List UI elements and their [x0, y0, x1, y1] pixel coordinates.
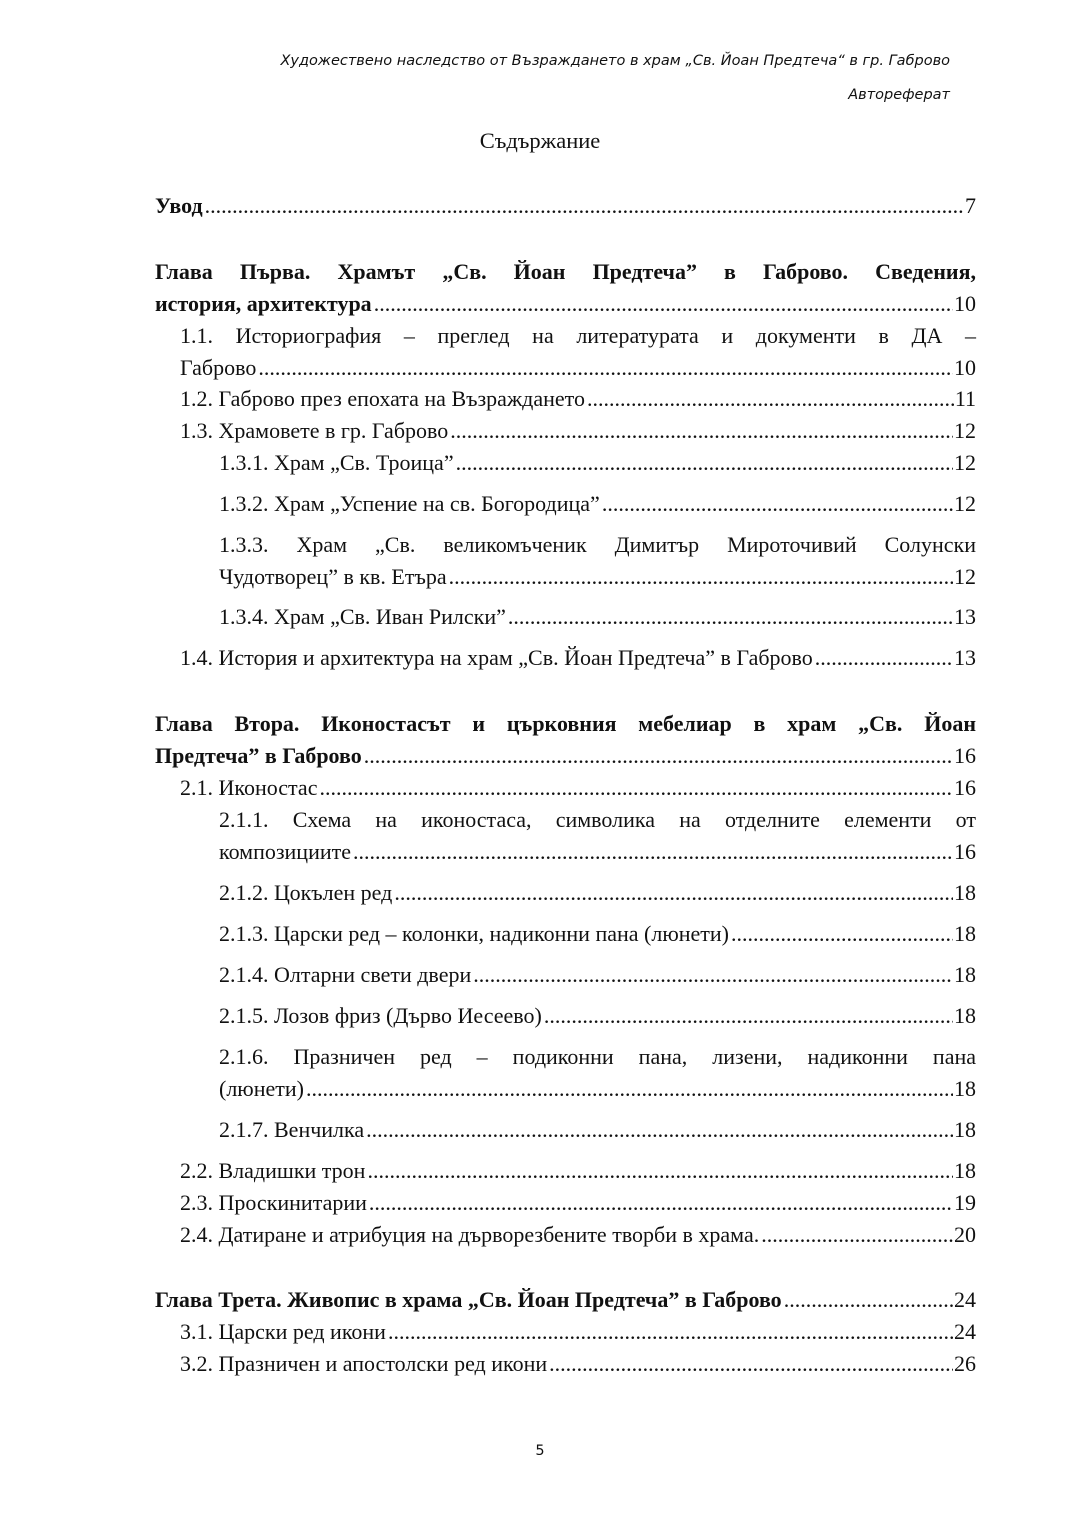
toc-entry-title: Глава Трета. Живопис в храма „Св. Йоан Предтеча” в Габрово	[155, 1287, 782, 1312]
toc-entry-title: 1.2. Габрово през епохата на Възраждането	[180, 386, 585, 411]
toc-entry-title: 1.3.4. Храм „Св. Иван Рилски”	[219, 604, 506, 629]
toc-page-number: 19	[954, 1190, 976, 1215]
toc-entry-title: 2.1.2. Цокълен ред	[219, 880, 393, 905]
dot-leader	[367, 1155, 953, 1187]
dot-leader	[456, 447, 953, 479]
toc-entry-2-2[interactable]	[155, 1155, 976, 1187]
toc-page-number: 18	[954, 1076, 976, 1101]
dot-leader	[364, 740, 953, 772]
toc-entry-1-3-3[interactable]	[155, 529, 976, 593]
toc-entry-2-3[interactable]	[155, 1187, 976, 1219]
toc-entry-3-2[interactable]	[155, 1348, 976, 1380]
toc-entry-2-1-4[interactable]	[155, 959, 976, 991]
dot-leader	[205, 190, 964, 222]
running-header-title: Художествено наследство от Възраждането в храм „Св. Йоан Предтеча“ в гр. Габрово	[280, 53, 950, 69]
toc-entry-title: 2.1.3. Царски ред – колонки, надиконни пана (люнети)	[219, 921, 730, 946]
dot-leader	[784, 1284, 953, 1316]
toc-page-number: 13	[954, 604, 976, 629]
dot-leader	[353, 836, 953, 868]
dot-leader	[450, 415, 953, 447]
toc-entry-1-4[interactable]	[155, 642, 976, 674]
toc-entry-2-1[interactable]	[155, 772, 976, 804]
toc-entry-1-3-1[interactable]	[155, 447, 976, 479]
toc-entry-title: Увод	[155, 193, 203, 218]
toc-entry-title-line1: Глава Първа. Храмът „Св. Йоан Предтеча” в Габрово. Сведения,	[155, 259, 976, 284]
toc-entry-2-1-5[interactable]	[155, 1000, 976, 1032]
dot-leader	[731, 918, 953, 950]
dot-leader	[602, 488, 953, 520]
toc-page-number: 12	[954, 418, 976, 443]
toc-page-number: 18	[954, 921, 976, 946]
toc-page-number: 18	[954, 1117, 976, 1142]
dot-leader	[449, 561, 953, 593]
toc-page-number: 26	[954, 1351, 976, 1376]
toc-entry-title: 2.1.5. Лозов фриз (Дърво Иесеево)	[219, 1003, 542, 1028]
toc-entry-title-line2: Чудотворец” в кв. Етъра	[219, 564, 447, 589]
dot-leader	[815, 642, 953, 674]
toc-page-number: 16	[954, 743, 976, 768]
toc-page-number: 20	[954, 1222, 976, 1247]
toc-entry-title: 1.3.1. Храм „Св. Троица”	[219, 450, 454, 475]
toc-entry-1-2[interactable]	[155, 383, 976, 415]
dot-leader	[587, 383, 954, 415]
toc-page-number: 12	[954, 564, 976, 589]
toc-entry-title-line2: композициите	[219, 839, 352, 864]
toc-entry-title: 1.3. Храмовете в гр. Габрово	[180, 418, 449, 443]
toc-entry-2-4[interactable]	[155, 1219, 976, 1251]
toc-page-number: 12	[954, 450, 976, 475]
toc-entry-title: 2.3. Проскинитарии	[180, 1190, 367, 1215]
toc-page-number: 12	[954, 491, 976, 516]
toc-entry-chapter-2[interactable]	[155, 708, 976, 772]
toc-entry-title-line1: 2.1.6. Празничен ред – подиконни пана, лизени, надиконни пана	[219, 1044, 976, 1069]
toc-entry-1-3[interactable]	[155, 415, 976, 447]
toc-page-number: 11	[954, 386, 976, 411]
toc-page-number: 24	[954, 1287, 976, 1312]
toc-entry-title: 3.2. Празничен и апостолски ред икони	[180, 1351, 548, 1376]
toc-page-number: 10	[954, 355, 976, 380]
toc-entry-title: 2.1.7. Венчилка	[219, 1117, 365, 1142]
toc-entry-2-1-7[interactable]	[155, 1114, 976, 1146]
dot-leader	[306, 1073, 953, 1105]
dot-leader	[761, 1219, 953, 1251]
toc-entry-title: 2.2. Владишки трон	[180, 1158, 366, 1183]
toc-page-number: 18	[954, 962, 976, 987]
toc-entry-2-1-3[interactable]	[155, 918, 976, 950]
toc-title: Съдържание	[479, 128, 601, 153]
toc-page-number: 7	[965, 193, 976, 218]
toc-entry-title-line1: Глава Втора. Иконостасът и църковния мебелиар в храм „Св. Йоан	[155, 711, 976, 736]
toc-entry-1-3-2[interactable]	[155, 488, 976, 520]
toc-entry-1-3-4[interactable]	[155, 601, 976, 633]
toc-entry-title: 2.4. Датиране и атрибуция на дърворезбените творби в храма.	[180, 1222, 760, 1247]
toc-entry-title: 1.3.2. Храм „Успение на св. Богородица”	[219, 491, 600, 516]
page-number: 5	[535, 1443, 545, 1459]
toc-page-number: 13	[954, 645, 976, 670]
dot-leader	[258, 352, 953, 384]
toc-page-number: 18	[954, 1158, 976, 1183]
dot-leader	[366, 1114, 953, 1146]
toc-entry-title-line1: 1.3.3. Храм „Св. великомъченик Димитър Мироточивий Солунски	[219, 532, 976, 557]
dot-leader	[374, 288, 953, 320]
toc-page-number: 18	[954, 880, 976, 905]
running-header-subtitle: Автореферат	[848, 87, 950, 103]
toc-entry-title: 1.4. История и архитектура на храм „Св. Йоан Предтеча” в Габрово	[180, 645, 813, 670]
toc-entry-title-line1: 1.1. Историография – преглед на литературата и документи в ДА –	[180, 323, 976, 348]
toc-entry-title-line2: история, архитектура	[155, 291, 372, 316]
dot-leader	[544, 1000, 953, 1032]
dot-leader	[394, 877, 953, 909]
toc-entry-title: 2.1. Иконостас	[180, 775, 318, 800]
dot-leader	[508, 601, 953, 633]
dot-leader	[549, 1348, 953, 1380]
toc-entry-2-1-1[interactable]	[155, 804, 976, 868]
toc-entry-2-1-6[interactable]	[155, 1041, 976, 1105]
dot-leader	[473, 959, 953, 991]
toc-entry-chapter-1[interactable]	[155, 256, 976, 320]
toc-entry-intro[interactable]	[155, 190, 976, 222]
toc-entry-title: 3.1. Царски ред икони	[180, 1319, 386, 1344]
toc-page-number: 16	[954, 839, 976, 864]
toc-entry-title-line2: Предтеча” в Габрово	[155, 743, 362, 768]
dot-leader	[319, 772, 953, 804]
toc-page-number: 18	[954, 1003, 976, 1028]
dot-leader	[369, 1187, 953, 1219]
toc-entry-title-line2: Габрово	[180, 355, 257, 380]
dot-leader	[388, 1316, 953, 1348]
toc-page-number: 16	[954, 775, 976, 800]
toc-entry-3-1[interactable]	[155, 1316, 976, 1348]
toc-entry-1-1[interactable]	[155, 320, 976, 384]
toc-entry-chapter-3[interactable]	[155, 1284, 976, 1316]
toc-entry-2-1-2[interactable]	[155, 877, 976, 909]
toc-page-number: 10	[954, 291, 976, 316]
toc-page-number: 24	[954, 1319, 976, 1344]
toc-entry-title: 2.1.4. Олтарни свети двери	[219, 962, 472, 987]
toc-entry-title-line1: 2.1.1. Схема на иконостаса, символика на отделните елементи от	[219, 807, 976, 832]
toc-entry-title-line2: (люнети)	[219, 1076, 304, 1101]
